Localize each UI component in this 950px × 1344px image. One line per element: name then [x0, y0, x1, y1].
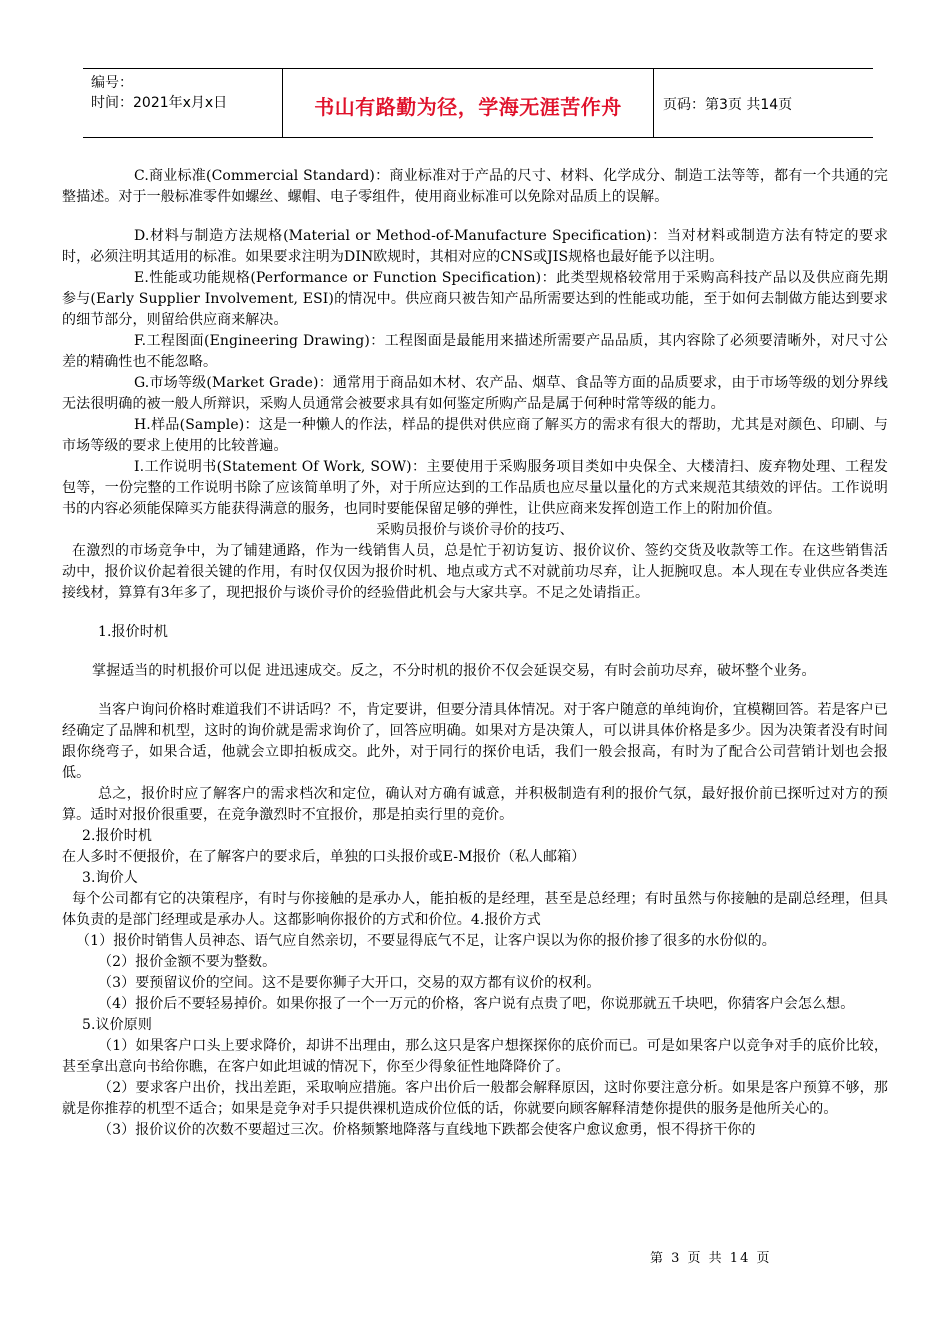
paragraph: H.样品(Sample)：这是一种懒人的作法，样品的提供对供应商了解买方的需求有很大的帮助，尤其是对颜色、印刷、与市场等级的要求上使用的比较普遍。	[62, 417, 888, 454]
paragraph: （2）报价金额不要为整数。	[98, 954, 277, 970]
number-label: 编号：	[91, 75, 133, 91]
header-divider	[653, 69, 654, 137]
paragraph: （2）要求客户出价，找出差距，采取响应措施。客户出价后一般都会解释原因，这时你要注意分析。如果是客户预算不够，那就是你推荐的机型不适合；如果是竞争对手只提供裸机造成价位低的话，你就要向顾客解释清楚你提供的服务是他所关心的。	[62, 1080, 888, 1117]
paragraph: D.材料与制造方法规格(Material or Method-of-Manufacture Specification)：当对材料或制造方法有特定的要求时，必须注明其适用的标准。如果要求注明为DIN欧规时，其相对应的CNS或JIS规格也最好能予以注明。	[62, 228, 888, 265]
header-meta	[91, 73, 227, 113]
subheading: 2.报价时机	[82, 828, 152, 844]
document-body	[62, 166, 888, 1141]
paragraph: 每个公司都有它的决策程序，有时与你接触的是承办人，能拍板的是经理，甚至是总经理；有时虽然与你接触的是副总经理，但具体负责的是部门经理或是承办人。这都影响你报价的方式和价位。4.报价方式	[62, 891, 888, 928]
date-label: 时间：2021年x月x日	[91, 95, 228, 111]
paragraph: G.市场等级(Market Grade)：通常用于商品如木材、农产品、烟草、食品等方面的品质要求，由于市场等级的划分界线无法很明确的被一般人所辩识，采购人员通常会被要求具有如何鉴定所购产品是属于何种时常等级的能力。	[62, 375, 888, 412]
header-motto: 书山有路勤为径，学海无涯苦作舟	[314, 95, 622, 119]
paragraph: C.商业标准(Commercial Standard)：商业标准对于产品的尺寸、材料、化学成分、制造工法等等，都有一个共通的完整描述。对于一般标准零件如螺丝、螺帽、电子零组件，使用商业标准可以免除对品质上的误解。	[62, 168, 888, 205]
paragraph: 掌握适当的时机报价可以促 进迅速成交。反之，不分时机的报价不仅会延误交易，有时会前功尽弃，破坏整个业务。	[92, 663, 816, 679]
paragraph: 在人多时不便报价，在了解客户的要求后，单独的口头报价或E-M报价（私人邮箱）	[62, 849, 586, 865]
paragraph: （4）报价后不要轻易掉价。如果你报了一个一万元的价格，客户说有点贵了吧，你说那就五千块吧，你猜客户会怎么想。	[98, 996, 855, 1012]
paragraph: （3）要预留议价的空间。这不是要你狮子大开口，交易的双方都有议价的权利。	[98, 975, 601, 991]
page-footer: 第 3 页 共 14 页	[650, 1251, 772, 1266]
paragraph: I.工作说明书(Statement Of Work, SOW)：主要使用于采购服务项目类如中央保全、大楼清扫、废弃物处理、工程发包等，一份完整的工作说明书除了应该简单明了外，对于所应达到的工作品质也应尽量以量化的方式来规范其绩效的评估。工作说明书的内容必须能保障买方能获得满意的服务，也同时要能保留足够的弹性，让供应商来发挥创造工作上的附加价值。	[62, 459, 888, 517]
paragraph: （1）报价时销售人员神态、语气应自然亲切，不要显得底气不足，让客户误以为你的报价掺了很多的水份似的。	[76, 933, 776, 949]
paragraph: F.工程图面(Engineering Drawing)：工程图面是最能用来描述所需要产品品质，其内容除了必须要清晰外，对尺寸公差的精确性也不能忽略。	[62, 333, 888, 370]
paragraph: 在激烈的市场竞争中，为了铺建通路，作为一线销售人员，总是忙于初访复访、报价议价、签约交货及收款等工作。在这些销售活动中，报价议价起着很关键的作用，有时仅仅因为报价时机、地点或方式不对就前功尽弃，让人扼腕叹息。本人现在专业供应各类连接线材，算算有3年多了，现把报价与谈价寻价的经验借此机会与大家共享。不足之处请指正。	[62, 543, 888, 601]
paragraph: （3）报价议价的次数不要超过三次。价格频繁地降落与直线地下跌都会使客户愈议愈勇，恨不得挤干你的	[98, 1122, 756, 1138]
page-header	[83, 68, 873, 138]
subheading: 5.议价原则	[82, 1017, 152, 1033]
subheading: 1.报价时机	[98, 624, 168, 640]
paragraph: 总之，报价时应了解客户的需求档次和定位，确认对方确有诚意，并积极制造有利的报价气氛，最好报价前已探听过对方的预算。适时对报价很重要，在竞争激烈时不宜报价，那是拍卖行里的竞价。	[62, 786, 888, 823]
page-indicator: 页码：第3页 共14页	[663, 97, 793, 113]
paragraph: 当客户询问价格时难道我们不讲话吗？不，肯定要讲，但要分清具体情况。对于客户随意的单纯询价，宜模糊回答。若是客户已经确定了品牌和机型，这时的询价就是需求询价了，回答应明确。如果对方是决策人，可以讲具体价格是多少。因为决策者没有时间跟你绕弯子，如果合适，他就会立即拍板成交。此外，对于同行的探价电话，我们一般会报高，有时为了配合公司营销计划也会报低。	[62, 702, 888, 781]
paragraph: E.性能或功能规格(Performance or Function Specification)：此类型规格较常用于采购高科技产品以及供应商先期参与(Early Supplier Involvement, ESI)的情况中。供应商只被告知产品所需要达到的性能或功能，至于如何去制做方能达到要求的细节部分，则留给供应商来解决。	[62, 270, 888, 328]
paragraph: （1）如果客户口头上要求降价，却讲不出理由，那么这只是客户想探探你的底价而已。可是如果客户以竞争对手的底价比较，甚至拿出意向书给你瞧，在客户如此坦诚的情况下，你至少得象征性地降降价了。	[62, 1038, 888, 1075]
section-heading: 采购员报价与谈价寻价的技巧、	[376, 522, 574, 538]
subheading: 3.询价人	[82, 870, 138, 886]
